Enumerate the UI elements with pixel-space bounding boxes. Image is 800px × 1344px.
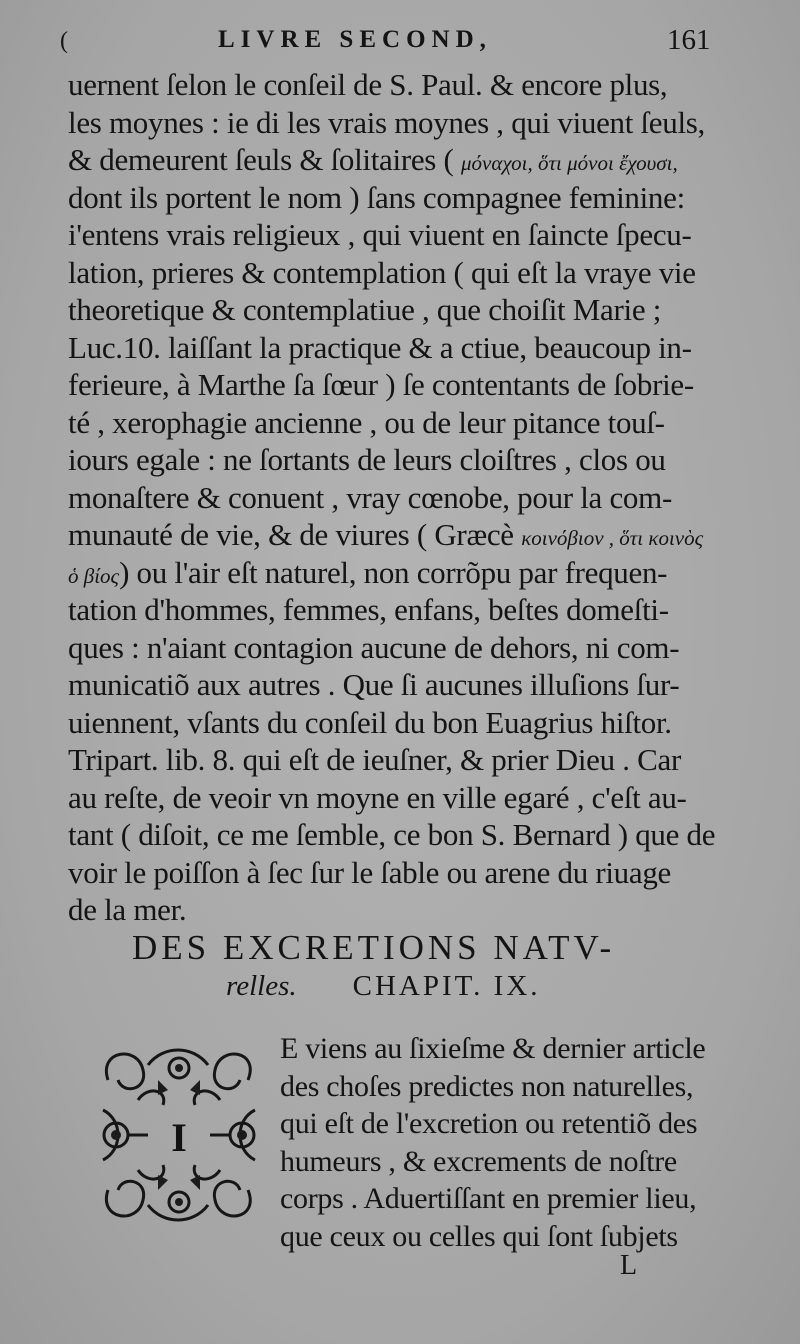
text-line: au reſte, de veoir vn moyne en ville egaré , c'eſt au- xyxy=(68,779,687,815)
text-line: dont ils portent le nom ) ſans compagnee feminine: xyxy=(68,179,685,215)
page-number: 161 xyxy=(667,24,711,56)
chapter-subtitle xyxy=(226,970,541,1003)
text-line: uernent ſelon le conſeil de S. Paul. & encore plus, xyxy=(68,67,668,102)
chapter-title: DES EXCRETIONS NATV- xyxy=(132,928,616,967)
text-line: lation, prieres & contemplation ( qui eſt la vraye vie xyxy=(68,254,696,290)
text-line: tation d'hommes, femmes, enfans, beſtes domeſti- xyxy=(68,592,669,627)
signature-mark: L xyxy=(620,1250,638,1281)
chapter-title-continuation: relles. xyxy=(226,970,297,1002)
text-line: iours egale : ne ſortants de leurs cloiſtres , clos ou xyxy=(68,442,666,477)
text-line: municatiõ aux autres . Que ſi aucunes illuſions ſur- xyxy=(68,667,680,702)
text-line: té , xerophagie ancienne , ou de leur pitance touſ- xyxy=(68,404,665,440)
text-line: Tripart. lib. 8. qui eſt de ieuſner, & prier Dieu . Car xyxy=(68,742,682,777)
text-line: des choſes predictes non naturelles, xyxy=(280,1069,694,1103)
body-text xyxy=(68,66,768,929)
text-line: theoretique & contemplatiue , que choiſit Marie ; xyxy=(68,292,662,327)
text-line: i'entens vrais religieux , qui viuent en ſaincte ſpecu- xyxy=(68,217,692,252)
text-line: de la mer. xyxy=(68,892,187,927)
greek-gloss: ὁ βίος xyxy=(68,563,120,588)
text-line: les moynes : ie di les vrais moynes , qui viuent ſeuls, xyxy=(68,104,705,140)
text-line: E viens au ſixieſme & dernier article xyxy=(280,1032,706,1065)
margin-mark: ( xyxy=(60,28,68,54)
text-line: uiennent, vſants du conſeil du bon Euagrius hiſtor. xyxy=(68,704,672,740)
page-header xyxy=(0,22,800,58)
decorated-initial xyxy=(88,1040,270,1230)
chapter-body xyxy=(280,1030,780,1255)
text-line: ferieure, à Marthe ſa ſœur ) ſe contentants de ſobrie- xyxy=(68,367,694,402)
text-line: corps . Aduertiſſant en premier lieu, xyxy=(280,1182,697,1215)
text-line: monaſtere & conuent , vray cœnobe, pour la com- xyxy=(68,479,672,515)
initial-letter: I xyxy=(171,1115,187,1160)
text-line: ὁ βίος) ou l'air eſt naturel, non corrõpu par frequen- xyxy=(68,554,668,590)
text-line: voir le poiſſon à ſec ſur le ſable ou arene du riuage xyxy=(68,854,671,890)
text-line: Luc.10. laiſſant la practique & a ctiue, beaucoup in- xyxy=(68,329,692,365)
text-line: munauté de vie, & de viures ( Græcè κοινόβιον , ὅτι κοινὸς xyxy=(68,517,704,552)
text-line: que ceux ou celles qui ſont ſubjets xyxy=(280,1219,678,1253)
running-title: LIVRE SECOND, xyxy=(218,26,492,53)
text-line: tant ( diſoit, ce me ſemble, ce bon S. Bernard ) que de xyxy=(68,817,716,852)
text-line: humeurs , & excrements de noſtre xyxy=(280,1144,677,1178)
chapter-number: CHAPIT. IX. xyxy=(352,970,541,1002)
greek-gloss: κοινόβιον , ὅτι κοινὸς xyxy=(521,526,704,550)
text-line: qui eſt de l'excretion ou retentiõ des xyxy=(280,1107,698,1140)
text-line: & demeurent ſeuls & ſolitaires ( μόναχοι, ὅτι μόνοι ἔχουσι, xyxy=(68,142,678,177)
text-line: ques : n'aiant contagion aucune de dehors, ni com- xyxy=(68,629,680,665)
greek-gloss: μόναχοι, ὅτι μόνοι ἔχουσι, xyxy=(461,151,678,175)
